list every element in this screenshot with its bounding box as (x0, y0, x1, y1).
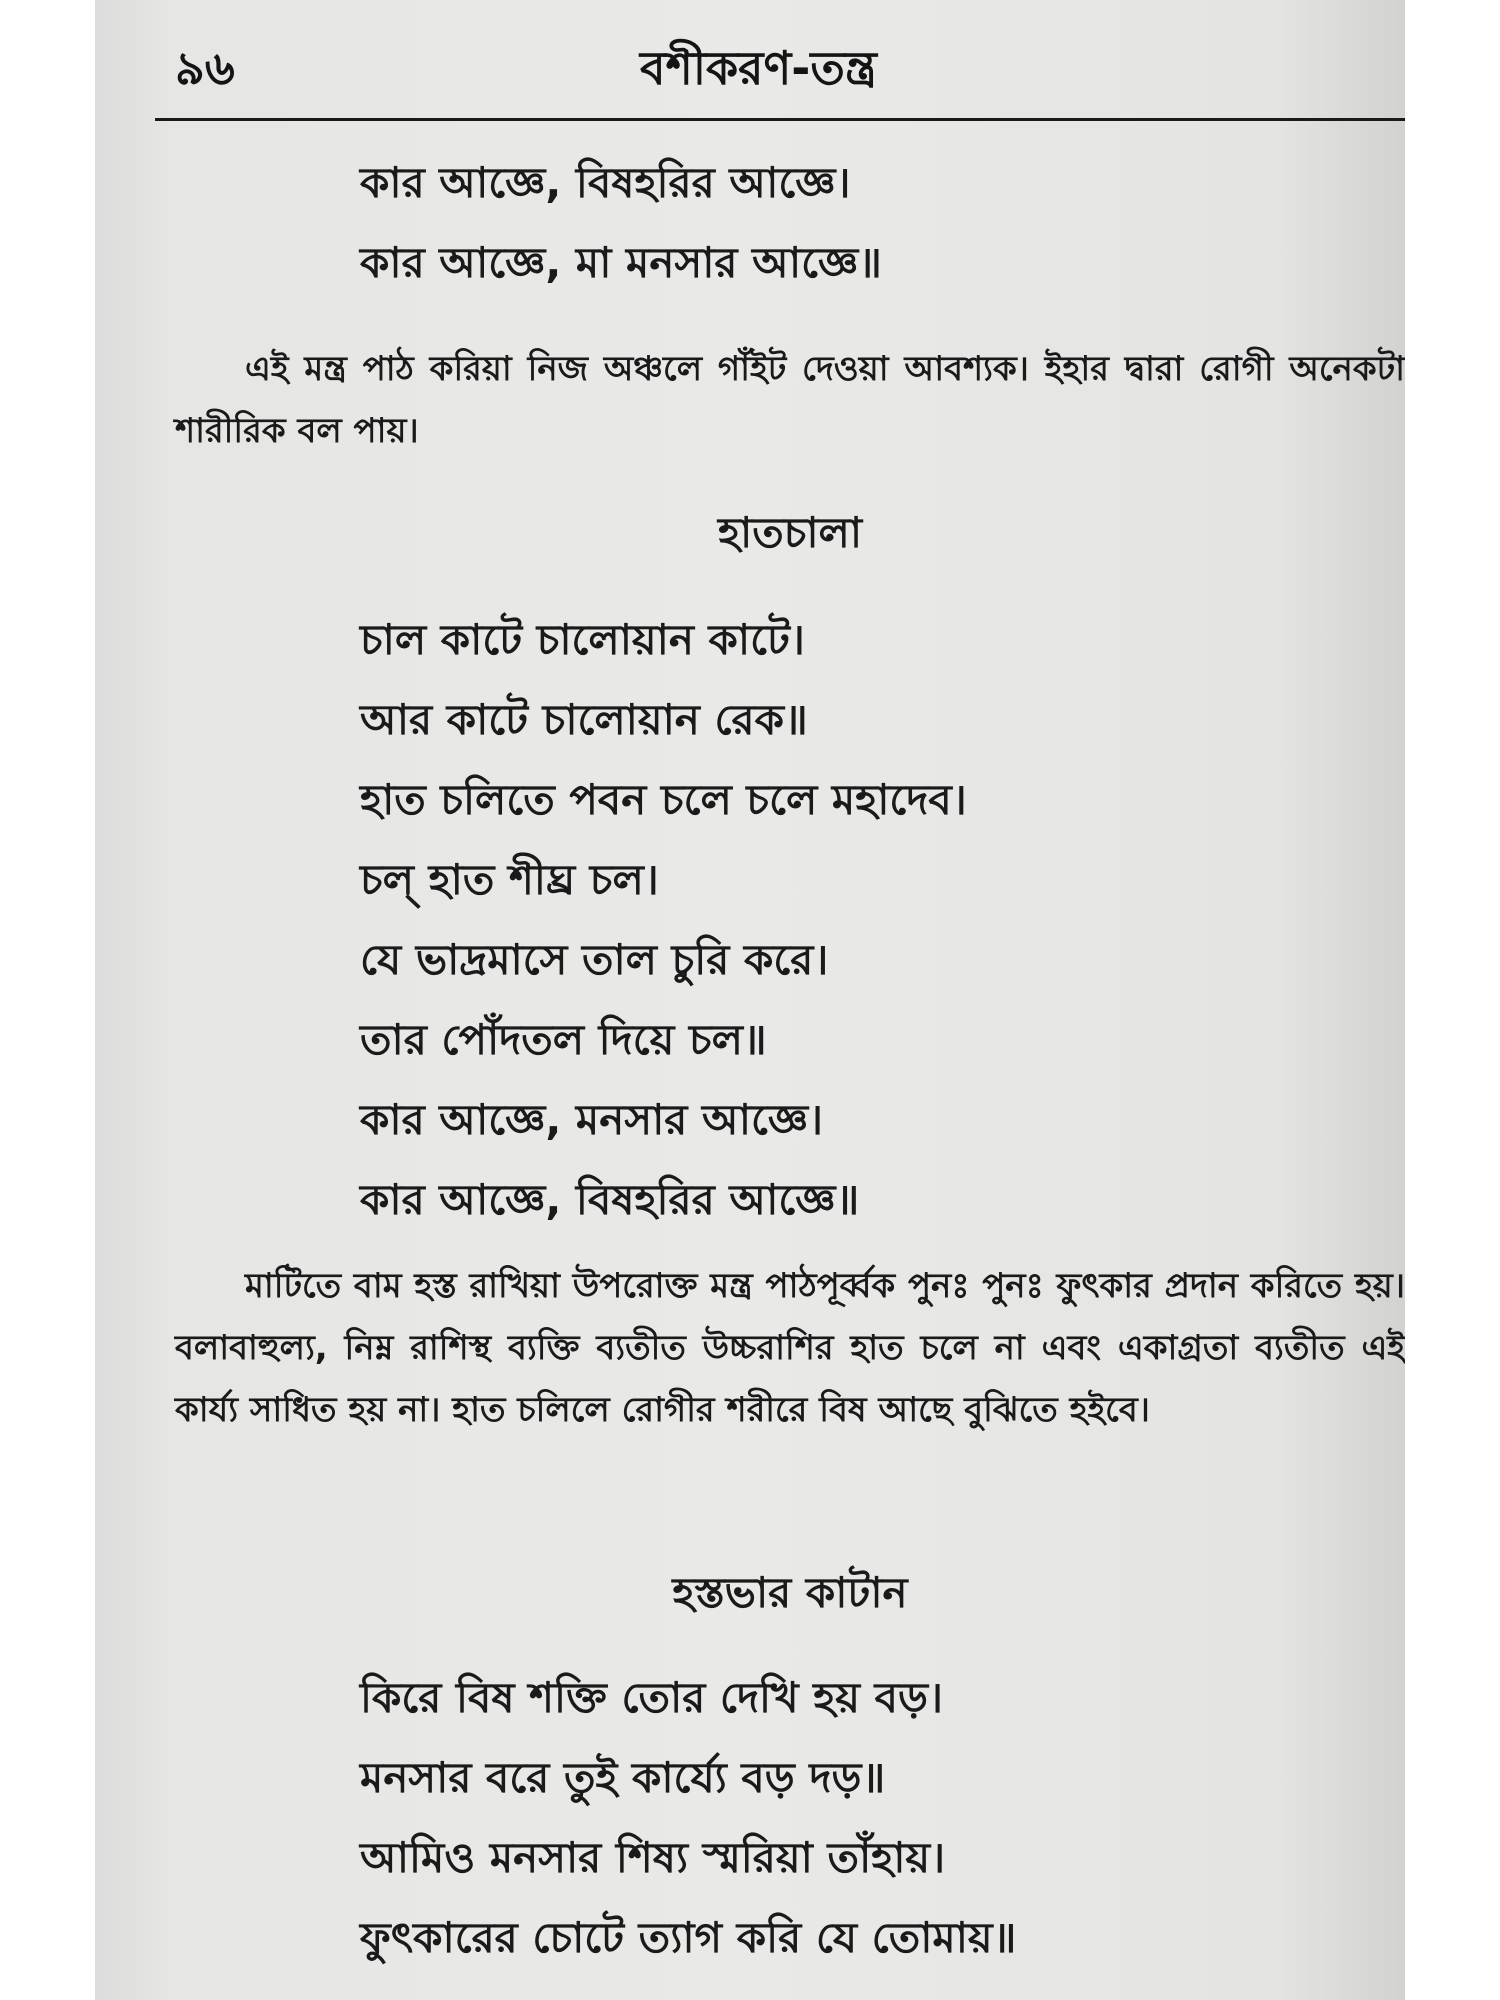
verse-line: আর কাটে চালোয়ান রেক॥ (360, 695, 808, 744)
verse-line: কিরে বিষ শক্তি তোর দেখি হয় বড়। (360, 1673, 944, 1722)
verse-line: হাত চলিতে পবন চলে চলে মহাদেব। (360, 775, 967, 824)
verse-line: আমিও মনসার শিষ্য স্মরিয়া তাঁহায়। (360, 1833, 946, 1882)
paragraph: এই মন্ত্র পাঠ করিয়া নিজ অঞ্চলে গাঁইট দেওয়া আবশ্যক। ইহার দ্বারা রোগী অনেকটা শারীরিক বল পায়। (175, 349, 1405, 451)
running-title: বশীকরণ-তন্ত্র (640, 41, 877, 95)
section-heading: হাতচালা (717, 508, 863, 557)
paragraph: মাটিতে বাম হস্ত রাখিয়া উপরোক্ত মন্ত্র পাঠপূর্ব্বক পুনঃ পুনঃ ফুৎকার প্রদান করিতে হয়। বলাবাহুল্য, নিম্ন রাশিস্থ ব্যক্তি ব্যতীত উচ্চরাশির হাত চলে না এবং একাগ্রতা ব্যতীত এই কার্য্য সাধিত হয় না। হাত চলিলে রোগীর শরীরে বিষ আছে বুঝিতে হইবে। (175, 1266, 1405, 1430)
section-heading: হস্তভার কাটান (672, 1568, 908, 1617)
verse-line: কার আজ্ঞে, বিষহরির আজ্ঞে॥ (360, 1175, 860, 1224)
verse-line: কার আজ্ঞে, মা মনসার আজ্ঞে॥ (360, 238, 882, 287)
verse-line: চাল কাটে চালোয়ান কাটে। (360, 615, 805, 664)
verse-line: কার আজ্ঞে, বিষহরির আজ্ঞে। (360, 158, 851, 207)
page-number: ৯৬ (175, 41, 235, 95)
verse-line: যে ভাদ্রমাসে তাল চুরি করে। (360, 935, 829, 984)
verse-line: ফুৎকারের চোটে ত্যাগ করি যে তোমায়॥ (360, 1913, 1017, 1962)
verse-line: চল্ হাত শীঘ্র চল। (360, 855, 659, 904)
verse-line: মনসার বরে তুই কার্য্যে বড় দড়॥ (360, 1753, 886, 1802)
book-page (95, 0, 1405, 2000)
verse-line: কার আজ্ঞে, মনসার আজ্ঞে। (360, 1095, 824, 1144)
verse-line: তার পোঁদতল দিয়ে চল॥ (360, 1015, 767, 1064)
header-rule (155, 118, 1405, 121)
